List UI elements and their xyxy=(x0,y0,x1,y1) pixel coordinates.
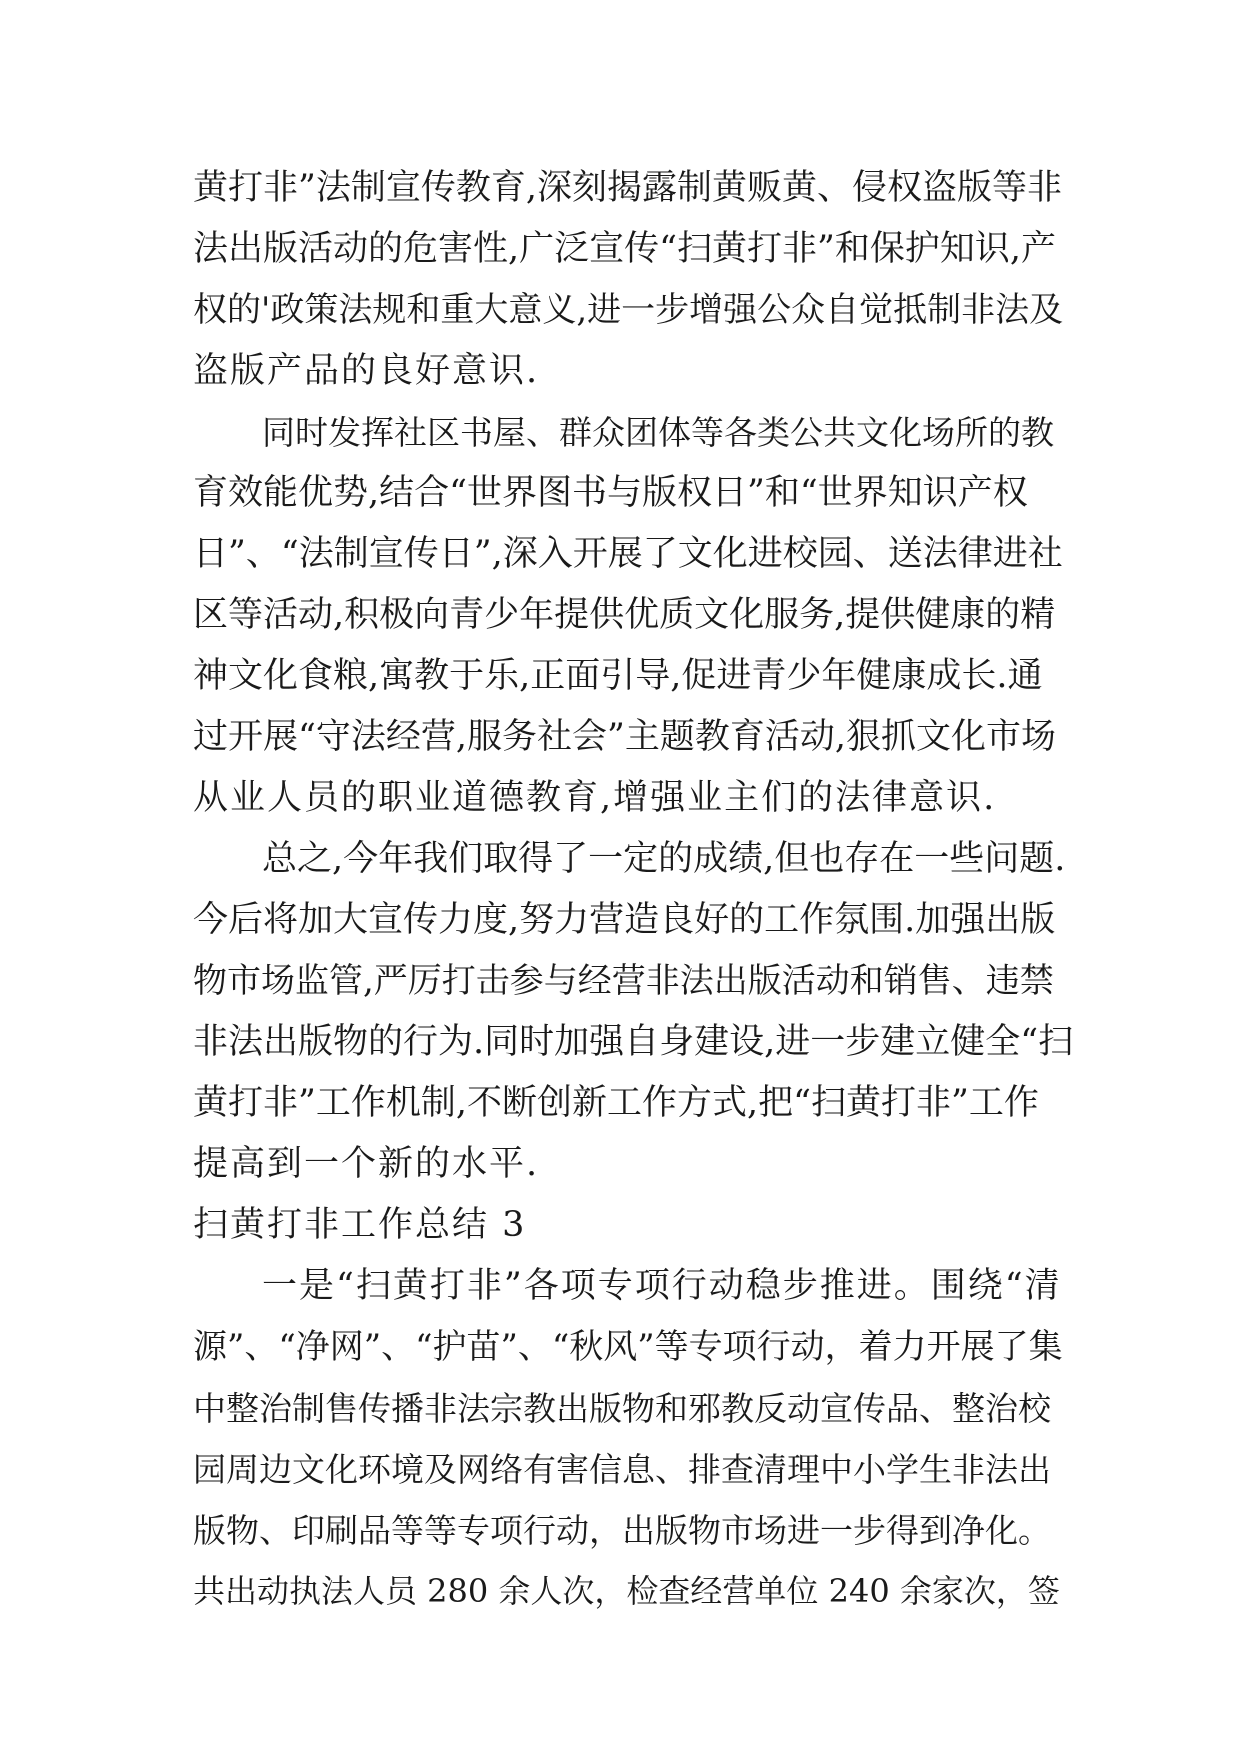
text-line: 中整治制售传播非法宗教出版物和邪教反动宣传品、整治校 xyxy=(193,1389,1051,1428)
document-body xyxy=(193,158,1073,1622)
text-line: 源”、“净网”、“护苗”、“秋风”等专项行动，着力开展了集 xyxy=(193,1327,1063,1367)
text-line: 神文化食粮,寓教于乐,正面引导,促进青少年健康成长.通 xyxy=(193,656,1043,696)
text-line: 物市场监管,严厉打击参与经营非法出版活动和销售、违禁 xyxy=(193,961,1054,1001)
text-line: 共出动执法人员 280 余人次，检查经营单位 240 余家次，签 xyxy=(193,1572,1060,1610)
text-line: 育效能优势,结合“世界图书与版权日”和“世界知识产权 xyxy=(193,473,1028,513)
text-line: 园周边文化环境及网络有害信息、排查清理中小学生非法出 xyxy=(193,1450,1051,1489)
text-line: 从业人员的职业道德教育,增强业主们的法律意识. xyxy=(193,778,997,818)
text-line: 黄打非”工作机制,不断创新工作方式,把“扫黄打非”工作 xyxy=(193,1083,1039,1123)
text-line: 非法出版物的行为.同时加强自身建设,进一步建立健全“扫 xyxy=(193,1022,1074,1062)
text-line: 黄打非”法制宣传教育,深刻揭露制黄贩黄、侵权盗版等非 xyxy=(193,168,1063,208)
text-line: 区等活动,积极向青少年提供优质文化服务,提供健康的精 xyxy=(193,595,1056,635)
section-heading: 扫黄打非工作总结 3 xyxy=(193,1205,527,1245)
text-line: 权的'政策法规和重大意义,进一步增强公众自觉抵制非法及 xyxy=(193,290,1064,330)
text-line: 盗版产品的良好意识. xyxy=(193,351,540,391)
text-line: 日”、“法制宣传日”,深入开展了文化进校园、送法律进社 xyxy=(193,534,1063,574)
text-line: 过开展“守法经营,服务社会”主题教育活动,狠抓文化市场 xyxy=(193,717,1057,757)
text-line: 版物、印刷品等等专项行动，出版物市场进一步得到净化。 xyxy=(193,1511,1051,1550)
text-line: 今后将加大宣传力度,努力营造良好的工作氛围.加强出版 xyxy=(193,900,1056,940)
text-line: 提高到一个新的水平. xyxy=(193,1144,540,1184)
text-line: 总之,今年我们取得了一定的成绩,但也存在一些问题. xyxy=(262,839,1066,879)
text-line: 法出版活动的危害性,广泛宣传“扫黄打非”和保护知识,产 xyxy=(193,229,1057,269)
text-line: 同时发挥社区书屋、群众团体等各类公共文化场所的教 xyxy=(262,413,1054,452)
text-line: 一是“扫黄打非”各项专项行动稳步推进。围绕“清 xyxy=(262,1266,1062,1306)
